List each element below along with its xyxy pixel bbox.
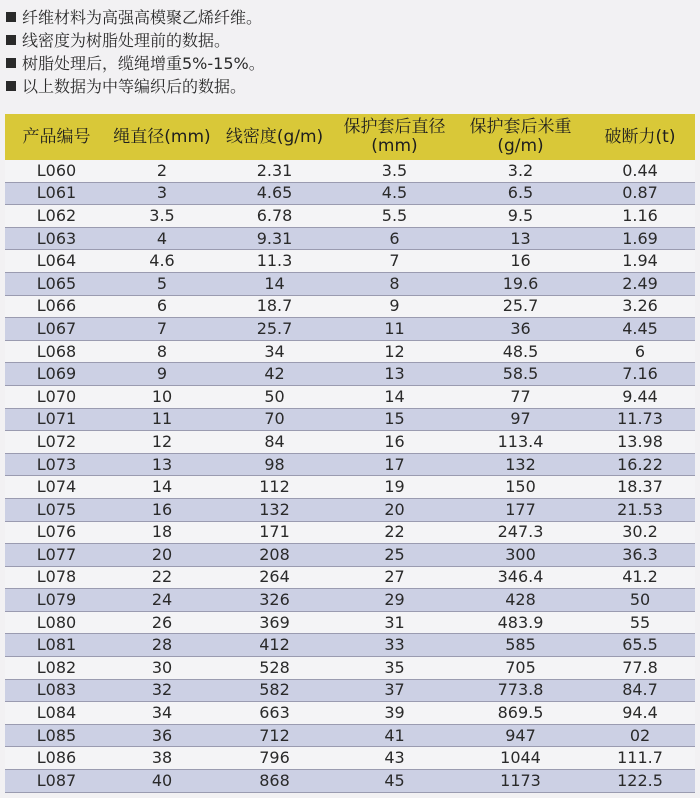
cell-jacketed-weight: 3.2 — [456, 160, 585, 182]
cell-linear-density: 712 — [216, 724, 333, 747]
table-row — [5, 340, 695, 363]
cell-breaking-force: 11.73 — [585, 408, 695, 431]
cell-breaking-force: 2.49 — [585, 272, 695, 295]
cell-breaking-force: 4.45 — [585, 318, 695, 341]
cell-product-code: L070 — [5, 385, 108, 408]
cell-linear-density: 14 — [216, 272, 333, 295]
cell-product-code: L076 — [5, 521, 108, 544]
cell-breaking-force: 41.2 — [585, 566, 695, 589]
cell-linear-density: 42 — [216, 363, 333, 386]
table-row — [5, 657, 695, 680]
cell-rope-diameter: 22 — [108, 566, 216, 589]
cell-jacketed-weight: 947 — [456, 724, 585, 747]
cell-rope-diameter: 4 — [108, 227, 216, 250]
cell-linear-density: 4.65 — [216, 182, 333, 205]
cell-linear-density: 528 — [216, 657, 333, 680]
cell-product-code: L075 — [5, 498, 108, 521]
cell-jacketed-diameter: 29 — [333, 589, 456, 612]
cell-rope-diameter: 9 — [108, 363, 216, 386]
cell-jacketed-weight: 113.4 — [456, 431, 585, 454]
cell-jacketed-weight: 1044 — [456, 747, 585, 770]
table-row — [5, 521, 695, 544]
table-row — [5, 498, 695, 521]
cell-jacketed-weight: 300 — [456, 544, 585, 567]
cell-product-code: L061 — [5, 182, 108, 205]
cell-jacketed-weight: 48.5 — [456, 340, 585, 363]
cell-linear-density: 208 — [216, 544, 333, 567]
cell-jacketed-weight: 1173 — [456, 770, 585, 793]
cell-jacketed-diameter: 39 — [333, 702, 456, 725]
cell-jacketed-diameter: 15 — [333, 408, 456, 431]
cell-breaking-force: 1.94 — [585, 250, 695, 273]
cell-jacketed-diameter: 12 — [333, 340, 456, 363]
cell-jacketed-weight: 585 — [456, 634, 585, 657]
cell-jacketed-weight: 428 — [456, 589, 585, 612]
cell-linear-density: 796 — [216, 747, 333, 770]
cell-breaking-force: 16.22 — [585, 453, 695, 476]
header-product-code: 产品编号 — [5, 114, 108, 160]
table-row — [5, 318, 695, 341]
cell-jacketed-weight: 869.5 — [456, 702, 585, 725]
cell-jacketed-weight: 9.5 — [456, 205, 585, 228]
cell-product-code: L066 — [5, 295, 108, 318]
cell-rope-diameter: 5 — [108, 272, 216, 295]
cell-product-code: L073 — [5, 453, 108, 476]
cell-product-code: L071 — [5, 408, 108, 431]
cell-rope-diameter: 12 — [108, 431, 216, 454]
cell-breaking-force: 18.37 — [585, 476, 695, 499]
cell-product-code: L084 — [5, 702, 108, 725]
cell-jacketed-weight: 97 — [456, 408, 585, 431]
cell-jacketed-diameter: 31 — [333, 611, 456, 634]
cell-breaking-force: 30.2 — [585, 521, 695, 544]
cell-jacketed-diameter: 43 — [333, 747, 456, 770]
cell-product-code: L072 — [5, 431, 108, 454]
cell-linear-density: 18.7 — [216, 295, 333, 318]
table-row — [5, 205, 695, 228]
cell-product-code: L082 — [5, 657, 108, 680]
cell-jacketed-diameter: 3.5 — [333, 160, 456, 182]
cell-jacketed-diameter: 35 — [333, 657, 456, 680]
cell-rope-diameter: 6 — [108, 295, 216, 318]
table-row — [5, 544, 695, 567]
spec-table — [5, 114, 695, 793]
cell-jacketed-diameter: 11 — [333, 318, 456, 341]
cell-product-code: L063 — [5, 227, 108, 250]
cell-breaking-force: 1.69 — [585, 227, 695, 250]
cell-jacketed-diameter: 5.5 — [333, 205, 456, 228]
cell-breaking-force: 50 — [585, 589, 695, 612]
cell-jacketed-weight: 346.4 — [456, 566, 585, 589]
cell-rope-diameter: 4.6 — [108, 250, 216, 273]
cell-linear-density: 70 — [216, 408, 333, 431]
cell-rope-diameter: 10 — [108, 385, 216, 408]
note-item — [4, 51, 700, 74]
table-row — [5, 295, 695, 318]
cell-jacketed-diameter: 27 — [333, 566, 456, 589]
cell-product-code: L083 — [5, 679, 108, 702]
cell-linear-density: 582 — [216, 679, 333, 702]
cell-product-code: L081 — [5, 634, 108, 657]
cell-linear-density: 369 — [216, 611, 333, 634]
cell-jacketed-weight: 705 — [456, 657, 585, 680]
header-jacketed-diameter: 保护套后直径(mm) — [333, 114, 456, 160]
cell-rope-diameter: 24 — [108, 589, 216, 612]
cell-linear-density: 11.3 — [216, 250, 333, 273]
cell-breaking-force: 6 — [585, 340, 695, 363]
cell-linear-density: 6.78 — [216, 205, 333, 228]
cell-linear-density: 412 — [216, 634, 333, 657]
cell-jacketed-weight: 132 — [456, 453, 585, 476]
table-body — [5, 160, 695, 792]
cell-breaking-force: 3.26 — [585, 295, 695, 318]
cell-rope-diameter: 34 — [108, 702, 216, 725]
square-bullet-icon — [6, 12, 16, 22]
cell-rope-diameter: 32 — [108, 679, 216, 702]
cell-breaking-force: 02 — [585, 724, 695, 747]
cell-rope-diameter: 2 — [108, 160, 216, 182]
cell-rope-diameter: 3.5 — [108, 205, 216, 228]
cell-rope-diameter: 3 — [108, 182, 216, 205]
cell-jacketed-diameter: 33 — [333, 634, 456, 657]
cell-jacketed-diameter: 9 — [333, 295, 456, 318]
square-bullet-icon — [6, 35, 16, 45]
cell-rope-diameter: 28 — [108, 634, 216, 657]
note-text: 线密度为树脂处理前的数据。 — [22, 31, 231, 50]
cell-product-code: L080 — [5, 611, 108, 634]
cell-jacketed-diameter: 19 — [333, 476, 456, 499]
table-row — [5, 250, 695, 273]
cell-rope-diameter: 20 — [108, 544, 216, 567]
cell-jacketed-weight: 483.9 — [456, 611, 585, 634]
cell-jacketed-weight: 36 — [456, 318, 585, 341]
cell-jacketed-diameter: 17 — [333, 453, 456, 476]
cell-rope-diameter: 30 — [108, 657, 216, 680]
table-row — [5, 453, 695, 476]
cell-linear-density: 84 — [216, 431, 333, 454]
cell-jacketed-diameter: 4.5 — [333, 182, 456, 205]
cell-rope-diameter: 26 — [108, 611, 216, 634]
header-linear-density: 线密度(g/m) — [216, 114, 333, 160]
cell-linear-density: 50 — [216, 385, 333, 408]
table-row — [5, 160, 695, 182]
cell-rope-diameter: 18 — [108, 521, 216, 544]
note-item — [4, 74, 700, 97]
table-row — [5, 431, 695, 454]
cell-jacketed-weight: 773.8 — [456, 679, 585, 702]
table-row — [5, 724, 695, 747]
cell-jacketed-weight: 58.5 — [456, 363, 585, 386]
cell-product-code: L078 — [5, 566, 108, 589]
table-row — [5, 476, 695, 499]
cell-linear-density: 112 — [216, 476, 333, 499]
cell-linear-density: 98 — [216, 453, 333, 476]
note-text: 树脂处理后，缆绳增重5%-15%。 — [22, 54, 265, 73]
table-row — [5, 227, 695, 250]
cell-jacketed-diameter: 8 — [333, 272, 456, 295]
cell-linear-density: 264 — [216, 566, 333, 589]
cell-product-code: L067 — [5, 318, 108, 341]
cell-product-code: L060 — [5, 160, 108, 182]
cell-jacketed-diameter: 20 — [333, 498, 456, 521]
cell-jacketed-diameter: 16 — [333, 431, 456, 454]
cell-product-code: L068 — [5, 340, 108, 363]
cell-breaking-force: 77.8 — [585, 657, 695, 680]
cell-breaking-force: 7.16 — [585, 363, 695, 386]
cell-jacketed-weight: 6.5 — [456, 182, 585, 205]
cell-rope-diameter: 36 — [108, 724, 216, 747]
table-row — [5, 679, 695, 702]
table-row — [5, 272, 695, 295]
cell-breaking-force: 55 — [585, 611, 695, 634]
cell-linear-density: 25.7 — [216, 318, 333, 341]
cell-rope-diameter: 14 — [108, 476, 216, 499]
table-row — [5, 702, 695, 725]
cell-jacketed-diameter: 37 — [333, 679, 456, 702]
cell-breaking-force: 9.44 — [585, 385, 695, 408]
cell-product-code: L087 — [5, 770, 108, 793]
cell-rope-diameter: 38 — [108, 747, 216, 770]
cell-product-code: L062 — [5, 205, 108, 228]
cell-product-code: L074 — [5, 476, 108, 499]
square-bullet-icon — [6, 81, 16, 91]
cell-linear-density: 9.31 — [216, 227, 333, 250]
square-bullet-icon — [6, 58, 16, 68]
table-row — [5, 770, 695, 793]
cell-jacketed-diameter: 7 — [333, 250, 456, 273]
table-row — [5, 182, 695, 205]
header-rope-diameter: 绳直径(mm) — [108, 114, 216, 160]
cell-linear-density: 132 — [216, 498, 333, 521]
note-text: 以上数据为中等编织后的数据。 — [22, 77, 247, 96]
table-row — [5, 385, 695, 408]
cell-jacketed-diameter: 41 — [333, 724, 456, 747]
cell-jacketed-diameter: 6 — [333, 227, 456, 250]
table-row — [5, 747, 695, 770]
cell-breaking-force: 36.3 — [585, 544, 695, 567]
cell-product-code: L079 — [5, 589, 108, 612]
cell-product-code: L065 — [5, 272, 108, 295]
cell-breaking-force: 122.5 — [585, 770, 695, 793]
cell-linear-density: 663 — [216, 702, 333, 725]
header-jacketed-weight: 保护套后米重(g/m) — [456, 114, 585, 160]
cell-jacketed-weight: 247.3 — [456, 521, 585, 544]
cell-jacketed-diameter: 45 — [333, 770, 456, 793]
cell-breaking-force: 1.16 — [585, 205, 695, 228]
cell-breaking-force: 94.4 — [585, 702, 695, 725]
note-item — [4, 5, 700, 28]
cell-jacketed-weight: 77 — [456, 385, 585, 408]
cell-linear-density: 34 — [216, 340, 333, 363]
cell-breaking-force: 21.53 — [585, 498, 695, 521]
note-text: 纤维材料为高强高模聚乙烯纤维。 — [22, 8, 263, 27]
cell-rope-diameter: 7 — [108, 318, 216, 341]
cell-linear-density: 171 — [216, 521, 333, 544]
cell-jacketed-weight: 25.7 — [456, 295, 585, 318]
table-row — [5, 611, 695, 634]
cell-product-code: L085 — [5, 724, 108, 747]
cell-breaking-force: 13.98 — [585, 431, 695, 454]
cell-jacketed-weight: 16 — [456, 250, 585, 273]
cell-product-code: L064 — [5, 250, 108, 273]
cell-jacketed-diameter: 13 — [333, 363, 456, 386]
cell-product-code: L086 — [5, 747, 108, 770]
cell-breaking-force: 84.7 — [585, 679, 695, 702]
cell-rope-diameter: 11 — [108, 408, 216, 431]
cell-breaking-force: 0.87 — [585, 182, 695, 205]
cell-jacketed-weight: 150 — [456, 476, 585, 499]
cell-jacketed-diameter: 14 — [333, 385, 456, 408]
cell-breaking-force: 0.44 — [585, 160, 695, 182]
cell-rope-diameter: 13 — [108, 453, 216, 476]
cell-linear-density: 868 — [216, 770, 333, 793]
cell-breaking-force: 65.5 — [585, 634, 695, 657]
cell-linear-density: 2.31 — [216, 160, 333, 182]
cell-rope-diameter: 8 — [108, 340, 216, 363]
cell-product-code: L069 — [5, 363, 108, 386]
cell-rope-diameter: 16 — [108, 498, 216, 521]
table-header-row — [5, 114, 695, 160]
header-breaking-force: 破断力(t) — [585, 114, 695, 160]
cell-breaking-force: 111.7 — [585, 747, 695, 770]
cell-jacketed-diameter: 25 — [333, 544, 456, 567]
table-row — [5, 408, 695, 431]
table-row — [5, 589, 695, 612]
table-row — [5, 363, 695, 386]
cell-product-code: L077 — [5, 544, 108, 567]
table-row — [5, 566, 695, 589]
cell-linear-density: 326 — [216, 589, 333, 612]
cell-jacketed-weight: 177 — [456, 498, 585, 521]
cell-jacketed-diameter: 22 — [333, 521, 456, 544]
table-row — [5, 634, 695, 657]
cell-jacketed-weight: 13 — [456, 227, 585, 250]
note-item — [4, 28, 700, 51]
notes-list — [0, 0, 700, 97]
cell-rope-diameter: 40 — [108, 770, 216, 793]
cell-jacketed-weight: 19.6 — [456, 272, 585, 295]
